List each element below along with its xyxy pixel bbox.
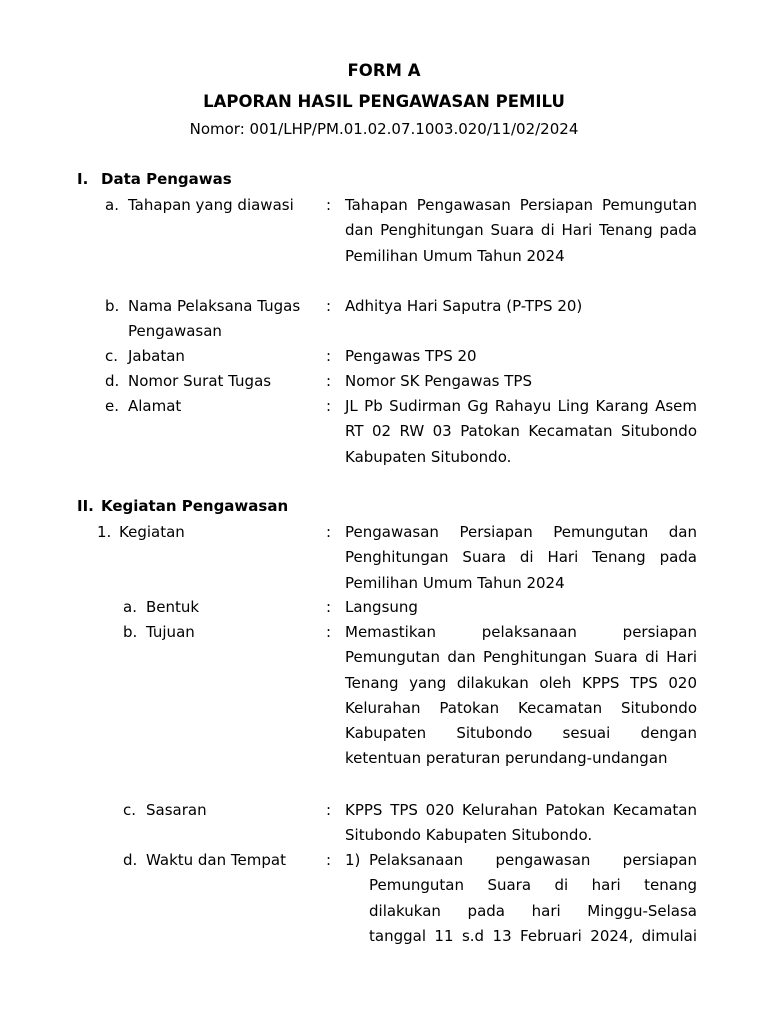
section-2-number: II. <box>77 497 94 515</box>
field-colon: : <box>326 297 332 315</box>
field-colon: : <box>326 623 332 641</box>
section-1-heading <box>77 170 232 188</box>
field-marker: d. <box>105 372 120 390</box>
field-label: Kegiatan <box>119 523 185 541</box>
field-label: Nomor Surat Tugas <box>128 372 272 390</box>
field-value: Pengawas TPS 20 <box>345 347 477 365</box>
field-marker: 1. <box>97 523 112 541</box>
field-marker: b. <box>123 623 138 641</box>
list-item-line: dilakukan pada hari Minggu-Selasa <box>369 901 697 920</box>
field-colon: : <box>326 598 332 616</box>
field-marker: a. <box>123 598 137 616</box>
field-colon: : <box>326 801 332 819</box>
field-value: Nomor SK Pengawas TPS <box>345 372 532 390</box>
report-title: LAPORAN HASIL PENGAWASAN PEMILU <box>203 92 565 111</box>
field-value: Tahapan Pengawasan Persiapan Pemungutan dan Penghitungan Suara di Hari Tenang pada Pemilihan Umum Tahun 2024 <box>345 196 697 265</box>
section-1-number: I. <box>77 170 89 188</box>
field-marker: b. <box>105 297 120 315</box>
section-2-title: Kegiatan Pengawasan <box>101 497 289 515</box>
field-value: KPPS TPS 020 Kelurahan Patokan Kecamatan Situbondo Kabupaten Situbondo. <box>345 801 697 845</box>
list-item-line: Pelaksanaan pengawasan persiapan <box>369 851 697 869</box>
field-marker: e. <box>105 397 119 415</box>
field-value: Pengawasan Persiapan Pemungutan dan Penghitungan Suara di Hari Tenang pada Pemilihan Umum Tahun 2024 <box>345 523 697 592</box>
report-number: Nomor: 001/LHP/PM.01.02.07.1003.020/11/02/2024 <box>189 120 579 138</box>
field-colon: : <box>326 347 332 365</box>
field-label: Tahapan yang diawasi <box>128 196 294 214</box>
field-label: Jabatan <box>128 347 185 365</box>
field-label: Tujuan <box>146 623 195 641</box>
field-value: Langsung <box>345 598 418 616</box>
field-label: Alamat <box>128 397 182 415</box>
field-label: Waktu dan Tempat <box>146 851 286 869</box>
field-marker: d. <box>123 851 138 869</box>
field-colon: : <box>326 397 332 415</box>
field-marker: a. <box>105 196 119 214</box>
section-1-title: Data Pengawas <box>101 170 232 188</box>
field-marker: c. <box>105 347 119 365</box>
field-value: Adhitya Hari Saputra (P-TPS 20) <box>345 297 583 315</box>
field-colon: : <box>326 523 332 541</box>
list-item-line: Pemungutan Suara di hari tenang <box>369 876 697 895</box>
field-label: Nama Pelaksana Tugas Pengawasan <box>128 297 301 341</box>
field-value: JL Pb Sudirman Gg Rahayu Ling Karang Asem RT 02 RW 03 Patokan Kecamatan Situbondo Kabupaten Situbondo. <box>345 397 697 466</box>
field-colon: : <box>326 196 332 214</box>
field-colon: : <box>326 851 332 869</box>
field-label: Bentuk <box>146 598 200 616</box>
field-colon: : <box>326 372 332 390</box>
field-marker: c. <box>123 801 137 819</box>
field-value: Memastikan pelaksanaan persiapan Pemungutan dan Penghitungan Suara di Hari Tenang yang dilakukan oleh KPPS TPS 020 Kelurahan Patokan Kecamatan Situbondo Kabupaten Situbondo sesuai dengan ketentuan peraturan perundang-undangan <box>345 623 697 768</box>
list-item-line: tanggal 11 s.d 13 Februari 2024, dimulai <box>369 926 697 945</box>
list-item-number: 1) <box>345 851 361 869</box>
form-title: FORM A <box>347 61 421 80</box>
section-2-heading <box>77 497 288 515</box>
field-label: Sasaran <box>146 801 207 819</box>
